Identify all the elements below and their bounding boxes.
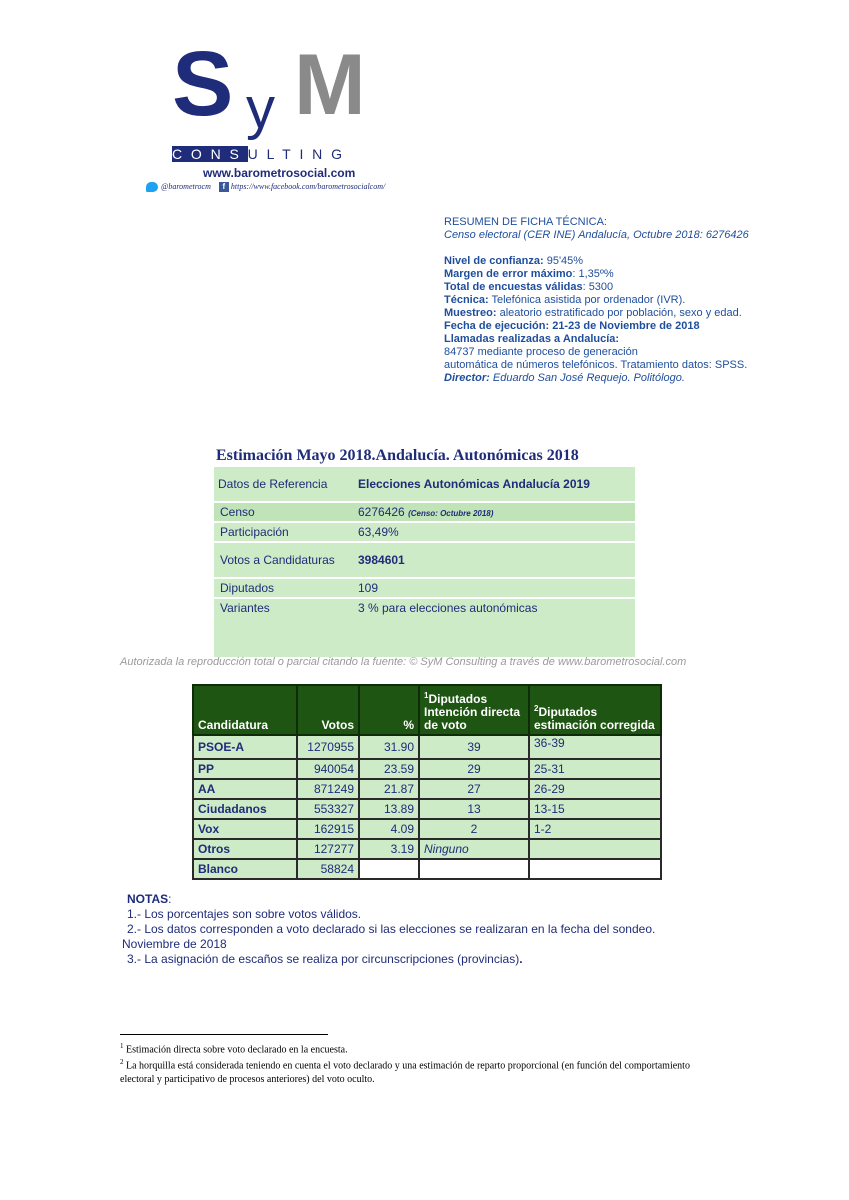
row-party: Otros [193, 839, 297, 859]
row-range: 13-15 [529, 799, 661, 819]
note-3-end: . [519, 952, 523, 966]
row-votes: 871249 [297, 779, 359, 799]
logo-letter-m: M [294, 37, 366, 133]
col-votos: Votos [297, 685, 359, 735]
ficha-title: RESUMEN DE FICHA TÉCNICA: [444, 216, 607, 228]
facebook-icon: f [219, 182, 229, 192]
notes [122, 892, 692, 967]
row-pct: 13.89 [359, 799, 419, 819]
col-dip2-sup: 2 [534, 704, 539, 713]
row-party: Vox [193, 819, 297, 839]
footnotes [120, 1040, 720, 1086]
ref-censo-note: (Censo: Octubre 2018) [408, 509, 494, 518]
error-value: : 1,35º% [572, 268, 614, 280]
director-value: Eduardo San José Requejo. Politólogo. [492, 372, 685, 384]
llamadas-label: Llamadas realizadas a Andalucía: [444, 333, 620, 345]
website-link[interactable]: www.barometrosocial.com [203, 166, 356, 180]
row-party: Ciudadanos [193, 799, 297, 819]
col-candidatura: Candidatura [193, 685, 297, 735]
row-party: AA [193, 779, 297, 799]
ref-diputados-label: Diputados [214, 579, 352, 599]
results-table [192, 684, 662, 880]
row-votes: 553327 [297, 799, 359, 819]
note-2b: Noviembre de 2018 [122, 937, 227, 951]
ref-votos-value: 3984601 [352, 543, 635, 579]
authorization-note: Autorizada la reproducción total o parcial citando la fuente: © SyM Consulting a través de www.barometrosocial.com [120, 656, 687, 668]
row-dip: 27 [419, 779, 529, 799]
col-dip2 [529, 685, 661, 735]
table-row [193, 799, 661, 819]
row-dip: 2 [419, 819, 529, 839]
table-row [193, 839, 661, 859]
ref-censo-value: 6276426 [358, 505, 405, 519]
row-range: 36-39 [529, 735, 661, 759]
table-row [193, 859, 661, 879]
col-pct: % [359, 685, 419, 735]
tecnica-label: Técnica: [444, 294, 489, 306]
encuestas-label: Total de encuestas válidas [444, 281, 583, 293]
note-2: 2.- Los datos corresponden a voto declarado si las elecciones se realizaran en la fecha del sondeo. [127, 922, 656, 936]
ref-header-label: Datos de Referencia [214, 467, 352, 503]
row-votes: 1270955 [297, 735, 359, 759]
note-1: 1.- Los porcentajes son sobre votos válidos. [127, 907, 362, 921]
row-range: 1-2 [529, 819, 661, 839]
footnote-1-sup: 1 [120, 1042, 124, 1050]
col-dip1 [419, 685, 529, 735]
llamadas-line1: 84737 mediante proceso de generación [444, 346, 638, 358]
row-party: PSOE-A [193, 735, 297, 759]
row-range: 26-29 [529, 779, 661, 799]
logo-consulting-part-a: CONS [172, 146, 248, 162]
row-range: 25-31 [529, 759, 661, 779]
row-votes: 940054 [297, 759, 359, 779]
row-pct: 31.90 [359, 735, 419, 759]
ref-votos-label: Votos a Candidaturas [214, 543, 352, 579]
logo-letter-s: S [172, 33, 234, 135]
row-dip: 39 [419, 735, 529, 759]
ref-participacion-label: Participación [214, 523, 352, 543]
row-range [529, 839, 661, 859]
row-dip: Ninguno [419, 839, 529, 859]
row-dip: 13 [419, 799, 529, 819]
logo-letter-y: y [246, 76, 275, 141]
confianza-label: Nivel de confianza: [444, 255, 544, 267]
row-pct: 4.09 [359, 819, 419, 839]
footnote-2-sup: 2 [120, 1058, 124, 1067]
logo-consulting-part-b: ULTING [247, 146, 351, 162]
ref-variantes-value: 3 % para elecciones autonómicas [352, 599, 635, 659]
row-votes: 58824 [297, 859, 359, 879]
error-label: Margen de error máximo [444, 268, 573, 280]
muestreo-label: Muestreo: [444, 307, 497, 319]
ref-censo-label: Censo [214, 503, 352, 523]
notes-colon: : [168, 892, 172, 906]
encuestas-value: : 5300 [582, 281, 614, 293]
ref-participacion-value: 63,49% [352, 523, 635, 543]
ficha-censo: Censo electoral (CER INE) Andalucía, Octubre 2018: 6276426 [444, 229, 749, 241]
ref-censo-cell [352, 503, 635, 523]
fecha-ejecucion: Fecha de ejecución: 21-23 de Noviembre de 2018 [444, 320, 700, 332]
twitter-icon [146, 182, 158, 192]
table-row [193, 735, 661, 759]
ref-variantes-label: Variantes [214, 599, 352, 659]
row-votes: 162915 [297, 819, 359, 839]
table-row [193, 759, 661, 779]
notes-title: NOTAS [127, 892, 169, 906]
reference-table [214, 467, 635, 659]
row-dip [419, 859, 529, 879]
row-pct: 21.87 [359, 779, 419, 799]
row-party: PP [193, 759, 297, 779]
llamadas-line2: automática de números telefónicos. Tratamiento datos: SPSS. [444, 359, 748, 371]
muestreo-value: aleatorio estratificado por población, sexo y edad. [499, 307, 742, 319]
row-pct [359, 859, 419, 879]
footnote-2: La horquilla está considerada teniendo en cuenta el voto declarado y una estimación de reparto proporcional (en función del comportamiento electoral y participativo de procesos anteriores) del voto oculto. [120, 1060, 690, 1085]
footnote-1: Estimación directa sobre voto declarado en la encuesta. [126, 1044, 348, 1056]
ref-diputados-value: 109 [352, 579, 635, 599]
row-pct: 3.19 [359, 839, 419, 859]
reference-title: Estimación Mayo 2018.Andalucía. Autonómicas 2018 [216, 447, 579, 464]
footnote-divider [120, 1034, 328, 1035]
ref-header-value: Elecciones Autonómicas Andalucía 2019 [352, 467, 635, 503]
row-party: Blanco [193, 859, 297, 879]
technical-sheet [444, 216, 752, 385]
col-dip2-label: Diputados estimación corregida [534, 705, 655, 732]
row-range [529, 859, 661, 879]
confianza-value: 95'45% [546, 255, 584, 267]
row-pct: 23.59 [359, 759, 419, 779]
note-3: 3.- La asignación de escaños se realiza por circunscripciones (provincias) [127, 952, 520, 966]
row-dip: 29 [419, 759, 529, 779]
facebook-link[interactable]: https://www.facebook.com/barometrosocialcom/ [230, 182, 386, 191]
col-dip1-label: Diputados Intención directa de voto [424, 692, 521, 732]
col-dip1-sup: 1 [424, 691, 429, 700]
table-row [193, 819, 661, 839]
row-votes: 127277 [297, 839, 359, 859]
tecnica-value: Telefónica asistida por ordenador (IVR). [491, 294, 686, 306]
director-label: Director: [444, 372, 490, 384]
table-row [193, 779, 661, 799]
logo-consulting-wordmark [172, 146, 380, 162]
social-links [146, 182, 385, 192]
twitter-handle[interactable]: @barometrocm [161, 182, 211, 191]
